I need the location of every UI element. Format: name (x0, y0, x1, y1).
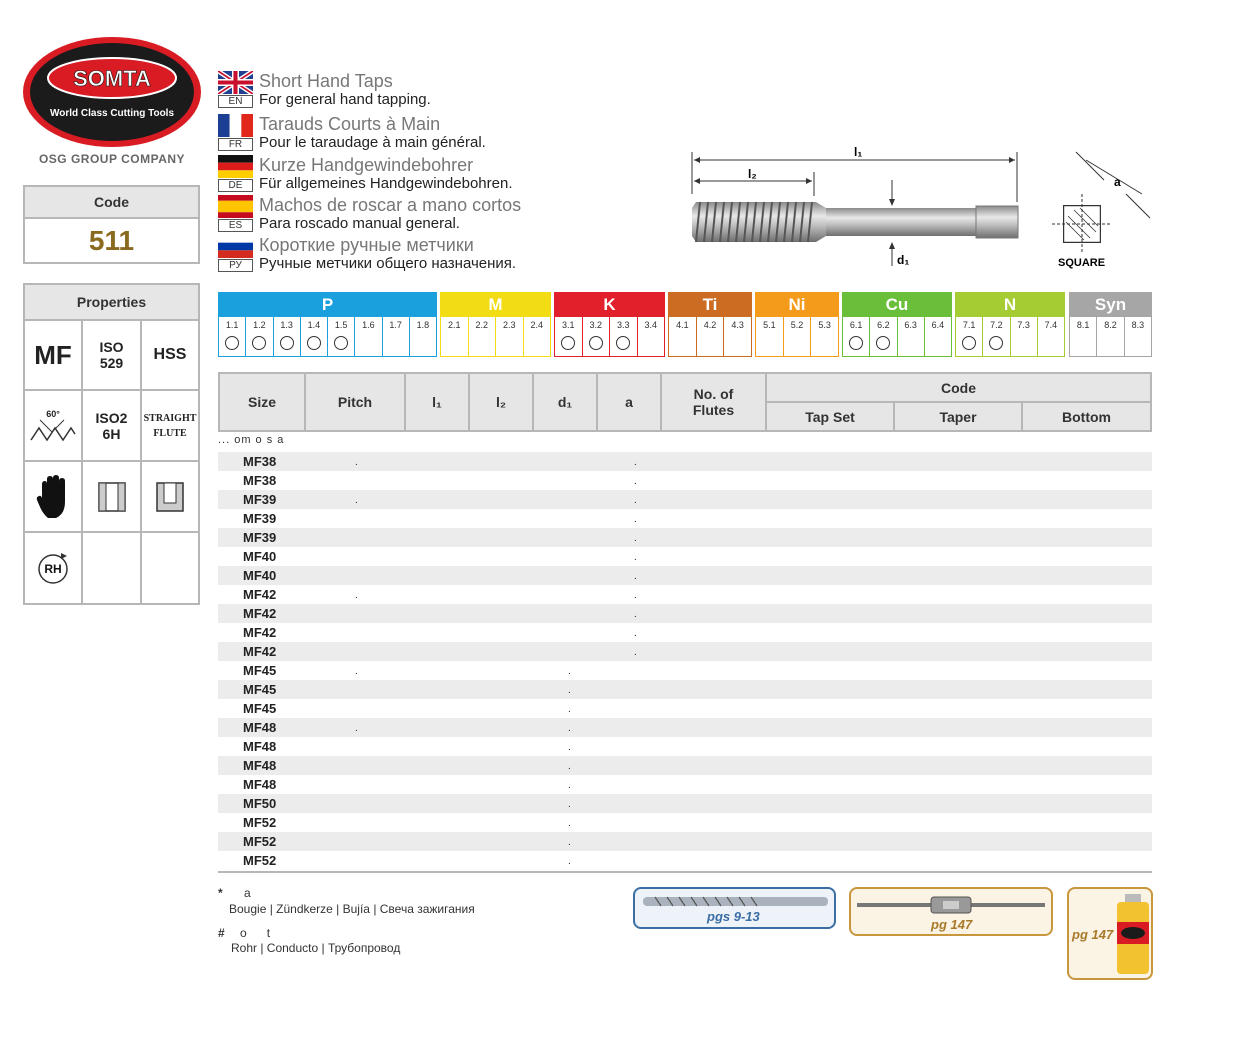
dim-l1: l₁ (854, 145, 863, 159)
lang-code: РУ (218, 259, 253, 272)
footnote-1: * a (218, 886, 251, 900)
material-cell (697, 317, 725, 356)
prop-mf: MF (25, 321, 83, 391)
drill-page: pgs 9-13 (707, 909, 760, 924)
table-row (218, 547, 1152, 566)
row-pitch-mark: . (355, 590, 358, 601)
material-cell (441, 317, 469, 356)
prop-iso529: ISO 529 (83, 321, 142, 391)
row-pitch-mark: . (355, 495, 358, 506)
material-cell-id: 3.1 (561, 320, 575, 330)
row-size: MF40 (243, 549, 277, 564)
table-row (218, 528, 1152, 547)
material-cell-id: 2.4 (530, 320, 543, 330)
material-group-ni (755, 292, 839, 357)
row-size: MF39 (243, 511, 277, 526)
row-pitch-mark: . (355, 666, 358, 677)
material-cell (756, 317, 784, 356)
material-group-k (554, 292, 665, 357)
th-d1: d₁ (532, 372, 598, 432)
material-cell-id: 7.1 (962, 320, 976, 330)
russia-flag-icon (218, 235, 253, 258)
material-cell (469, 317, 497, 356)
th-a: a (596, 372, 662, 432)
material-cell-id: 1.5 (334, 320, 348, 330)
table-row (218, 813, 1152, 832)
material-cell-id: 8.1 (1076, 320, 1090, 330)
material-cell (583, 317, 611, 356)
material-cell (925, 317, 951, 356)
cutting-fluid-page: pg 147 (1072, 927, 1114, 942)
row-value-mark: . (634, 552, 637, 563)
lang-title: Short Hand Taps (259, 71, 393, 91)
material-cell-id: 4.3 (731, 320, 744, 330)
properties-label: Properties (25, 285, 198, 321)
france-flag-icon (218, 114, 253, 137)
row-size: MF42 (243, 587, 277, 602)
material-group-name: K (554, 292, 665, 317)
material-group-syn (1069, 292, 1152, 357)
row-size: MF38 (243, 473, 277, 488)
material-cell (898, 317, 925, 356)
material-cell (555, 317, 583, 356)
row-value-mark: . (568, 704, 571, 715)
lang-code: EN (218, 95, 253, 108)
row-size: MF40 (243, 568, 277, 583)
lang-fr (218, 114, 618, 152)
material-group-name: Ni (755, 292, 839, 317)
table-row (218, 661, 1152, 680)
thread-angle-icon (25, 391, 83, 462)
table-row (218, 585, 1152, 604)
th-taper: Taper (893, 401, 1023, 432)
table-row (218, 851, 1152, 870)
material-cell (496, 317, 524, 356)
table-body (218, 452, 1152, 870)
material-group-name: Ti (668, 292, 752, 317)
material-cell-id: 5.1 (763, 320, 776, 330)
row-size: MF52 (243, 815, 277, 830)
uk-flag-icon (218, 71, 253, 94)
material-cell-id: 4.1 (676, 320, 689, 330)
lang-es (218, 195, 618, 233)
material-group-name: Cu (842, 292, 952, 317)
code-value: 511 (88, 225, 135, 256)
svg-text:RH: RH (44, 562, 62, 576)
drill-reference[interactable] (633, 887, 836, 929)
material-cell (1097, 317, 1124, 356)
material-cell-id: 8.2 (1104, 320, 1117, 330)
material-cell-id: 5.3 (818, 320, 831, 330)
material-group-ti (668, 292, 752, 357)
row-size: MF42 (243, 606, 277, 621)
material-group-p (218, 292, 437, 357)
material-cell-id: 1.6 (362, 320, 375, 330)
prop-iso2-6h: ISO2 6H (83, 391, 142, 462)
row-value-mark: . (634, 628, 637, 639)
material-cell (724, 317, 751, 356)
row-value-mark: . (634, 476, 637, 487)
table-bottom-rule (218, 871, 1152, 873)
germany-flag-icon (218, 155, 253, 178)
material-cell (383, 317, 410, 356)
row-size: MF48 (243, 777, 277, 792)
prop-empty-1 (83, 533, 142, 603)
table-row (218, 452, 1152, 471)
lang-code: FR (218, 138, 253, 151)
row-value-mark: . (568, 799, 571, 810)
table-row (218, 737, 1152, 756)
row-value-mark: . (634, 609, 637, 620)
svg-text:60°: 60° (46, 408, 60, 419)
somta-logo (22, 36, 202, 148)
material-group-cu (842, 292, 952, 357)
row-size: MF52 (243, 834, 277, 849)
material-cell (956, 317, 983, 356)
suitability-circle-icon (616, 336, 630, 350)
row-size: MF48 (243, 758, 277, 773)
dim-d1: d₁ (897, 253, 910, 267)
material-cell-id: 7.4 (1044, 320, 1058, 330)
material-cell-id: 1.3 (280, 320, 293, 330)
row-value-mark: . (568, 685, 571, 696)
spain-flag-icon (218, 195, 253, 218)
material-cell (638, 317, 665, 356)
material-group-name: Syn (1069, 292, 1152, 317)
material-cell-id: 7.2 (990, 320, 1003, 330)
material-cell-id: 6.2 (877, 320, 890, 330)
row-value-mark: . (634, 495, 637, 506)
material-cell-id: 2.3 (502, 320, 516, 330)
row-value-mark: . (634, 514, 637, 525)
material-cell (870, 317, 897, 356)
rotation-icon (25, 533, 83, 603)
material-cell-id: 1.7 (389, 320, 402, 330)
material-cell (524, 317, 551, 356)
lang-subtitle: Für allgemeines Handgewindebohren. (259, 175, 513, 192)
row-value-mark: . (568, 742, 571, 753)
table-row (218, 699, 1152, 718)
material-cell (410, 317, 436, 356)
material-cell-id: 3.4 (644, 320, 657, 330)
group-company: OSG GROUP COMPANY (38, 152, 186, 166)
row-value-mark: . (568, 761, 571, 772)
table-row (218, 471, 1152, 490)
material-cell (811, 317, 838, 356)
material-cell-id: 1.8 (416, 320, 430, 330)
material-cell-id: 2.1 (447, 320, 461, 330)
lang-de (218, 155, 618, 193)
row-size: MF50 (243, 796, 277, 811)
lang-title: Tarauds Courts à Main (259, 114, 441, 134)
suitability-circle-icon (989, 336, 1003, 350)
row-value-mark: . (568, 856, 571, 867)
lang-subtitle: Ручные метчики общего назначения. (259, 255, 517, 272)
material-cell (1011, 317, 1038, 356)
glove-icon (25, 462, 83, 533)
material-cell (610, 317, 638, 356)
material-cell (1070, 317, 1097, 356)
row-size: MF38 (243, 454, 277, 469)
cutting-fluid-icon (1115, 894, 1151, 976)
row-size: MF52 (243, 853, 277, 868)
table-row (218, 775, 1152, 794)
prop-hss: HSS (142, 321, 198, 391)
through-hole-icon (83, 462, 142, 533)
material-cell (219, 317, 246, 356)
row-size: MF45 (243, 682, 277, 697)
row-size: MF45 (243, 663, 277, 678)
material-group-n (955, 292, 1065, 357)
th-tap-set: Tap Set (765, 401, 895, 432)
th-l2: l₂ (468, 372, 534, 432)
lang-subtitle: Pour le taraudage à main général. (259, 134, 486, 151)
tap-wrench-icon (851, 889, 1051, 919)
material-cell (274, 317, 301, 356)
material-cell-id: 4.2 (703, 320, 717, 330)
suitability-circle-icon (561, 336, 575, 350)
table-header (218, 372, 1152, 432)
row-value-mark: . (568, 723, 571, 734)
tap-wrench-page: pg 147 (931, 917, 973, 932)
table-row (218, 794, 1152, 813)
code-box (23, 185, 200, 264)
lang-title: Короткие ручные метчики (259, 235, 474, 255)
lang-subtitle: Para roscado manual general. (259, 215, 460, 232)
suitability-circle-icon (307, 336, 321, 350)
row-size: MF42 (243, 644, 277, 659)
material-cell (246, 317, 273, 356)
row-size: MF48 (243, 739, 277, 754)
row-size: MF39 (243, 492, 277, 507)
material-cell-id: 8.3 (1131, 320, 1145, 330)
material-cell (301, 317, 328, 356)
lang-title: Kurze Handgewindebohrer (259, 155, 474, 175)
row-value-mark: . (568, 666, 571, 677)
material-cell (1125, 317, 1151, 356)
material-cell-id: 1.2 (253, 320, 266, 330)
suitability-circle-icon (589, 336, 603, 350)
th-bottom: Bottom (1021, 401, 1152, 432)
row-value-mark: . (634, 647, 637, 658)
material-cell-id: 7.3 (1017, 320, 1030, 330)
square-label: SQUARE (1058, 257, 1106, 269)
row-value-mark: . (634, 571, 637, 582)
suitability-circle-icon (849, 336, 863, 350)
material-cell (843, 317, 870, 356)
material-cell-id: 1.4 (307, 320, 321, 330)
table-row (218, 756, 1152, 775)
material-cell (328, 317, 355, 356)
row-size: MF39 (243, 530, 277, 545)
material-cell-id: 1.1 (225, 320, 239, 330)
tap-diagram (686, 144, 1156, 274)
th-code: Code (765, 372, 1152, 403)
table-row (218, 832, 1152, 851)
th-size: Size (218, 372, 306, 432)
suitability-circle-icon (962, 336, 976, 350)
row-size: MF42 (243, 625, 277, 640)
th-pitch: Pitch (304, 372, 406, 432)
lang-ru (218, 235, 618, 273)
suitability-circle-icon (252, 336, 266, 350)
logo-text: SOMTA (73, 66, 151, 91)
properties-box (23, 283, 200, 605)
lang-code: ES (218, 219, 253, 232)
suitability-circle-icon (280, 336, 294, 350)
material-group-name: P (218, 292, 437, 317)
row-size: MF45 (243, 701, 277, 716)
material-group-m (440, 292, 551, 357)
table-row (218, 623, 1152, 642)
row-size: MF48 (243, 720, 277, 735)
material-group-name: N (955, 292, 1065, 317)
dim-l2: l₂ (748, 167, 757, 181)
material-cell-id: 5.2 (790, 320, 804, 330)
row-value-mark: . (634, 457, 637, 468)
material-cell (1038, 317, 1064, 356)
row-value-mark: . (634, 590, 637, 601)
material-cell (669, 317, 697, 356)
table-row (218, 509, 1152, 528)
footnote-2-text: Rohr | Conducto | Трубопровод (231, 941, 401, 955)
material-cell-id: 6.4 (931, 320, 945, 330)
dim-a: a (1114, 175, 1121, 189)
material-group-name: M (440, 292, 551, 317)
suitability-circle-icon (334, 336, 348, 350)
material-cell-id: 6.3 (904, 320, 917, 330)
row-pitch-mark: . (355, 457, 358, 468)
footnote-1-text: Bougie | Zündkerze | Bujía | Свеча зажигания (229, 902, 475, 916)
material-cell-id: 2.2 (475, 320, 488, 330)
material-cell-id: 3.3 (616, 320, 630, 330)
suitability-circle-icon (876, 336, 890, 350)
material-cell (784, 317, 812, 356)
lang-subtitle: For general hand tapping. (259, 91, 431, 108)
row-value-mark: . (634, 533, 637, 544)
table-row (218, 718, 1152, 737)
footnote-2: # o t (218, 926, 271, 940)
table-row (218, 566, 1152, 585)
suitability-circle-icon (225, 336, 239, 350)
prop-empty-2 (142, 533, 198, 603)
code-label: Code (25, 187, 198, 219)
material-cell-id: 3.2 (589, 320, 602, 330)
lang-code: DE (218, 179, 253, 192)
material-cell (983, 317, 1010, 356)
material-cell (355, 317, 382, 356)
th-l1: l₁ (404, 372, 470, 432)
row-value-mark: . (568, 837, 571, 848)
lang-en (218, 71, 618, 109)
table-row (218, 642, 1152, 661)
row-pitch-mark: . (355, 723, 358, 734)
table-row (218, 680, 1152, 699)
prop-straight-flute: STRAIGHT FLUTE (142, 391, 198, 462)
table-subheading: ... om o s a (218, 434, 285, 446)
lang-title: Machos de roscar a mano cortos (259, 195, 522, 215)
tap-wrench-reference[interactable] (849, 887, 1053, 936)
table-row (218, 604, 1152, 623)
material-cell-id: 6.1 (849, 320, 863, 330)
blind-hole-icon (142, 462, 198, 533)
logo-tagline: World Class Cutting Tools (49, 108, 175, 119)
row-value-mark: . (568, 780, 571, 791)
table-row (218, 490, 1152, 509)
row-value-mark: . (568, 818, 571, 829)
th-flutes: No. of Flutes (660, 372, 767, 432)
cutting-fluid-reference[interactable] (1067, 887, 1153, 980)
